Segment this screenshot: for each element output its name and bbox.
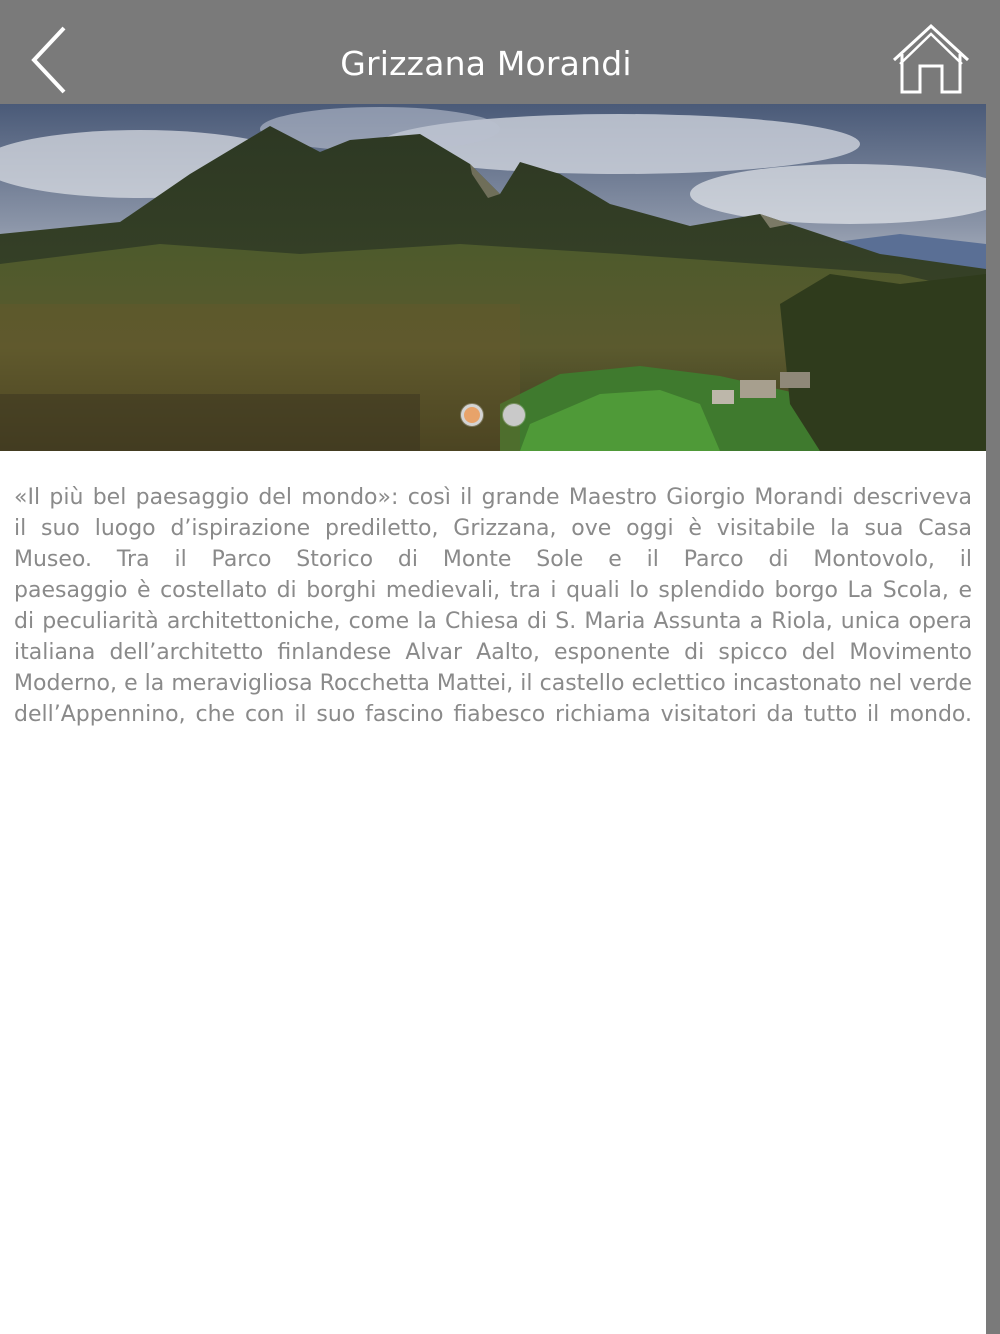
description-line: «Il più bel paesaggio del mondo»: così il grande Maestro Giorgio Morandi descriveva [14,485,972,510]
page-title: Grizzana Morandi [340,44,632,83]
description-line: Moderno, e la meravigliosa Rocchetta Mattei, il castello eclettico incastonato nel verde [14,671,972,696]
description-line: il suo luogo d’ispirazione prediletto, Grizzana, ove oggi è visitabile la sua Casa [14,516,972,541]
description-line: di peculiarità architettoniche, come la Chiesa di S. Maria Assunta a Riola, unica opera [14,609,972,634]
carousel-indicator [0,404,986,428]
home-button[interactable] [890,22,972,96]
description-line: paesaggio è costellato di borghi medievali, tra i quali lo splendido borgo La Scola, e [14,578,972,603]
description-line: italiana dell’architetto finlandese Alvar Aalto, esponente di spicco del Movimento [14,640,972,665]
description-line: dell’Appennino, che con il suo fascino fiabesco richiama visitatori da tutto il mondo. [14,702,972,727]
right-edge-bar [986,0,1000,1334]
photo-carousel[interactable] [0,104,986,451]
top-navigation-bar [0,0,1000,104]
description-line: Museo. Tra il Parco Storico di Monte Sole e il Parco di Montovolo, il [14,547,972,572]
landscape-photo [0,104,986,451]
home-icon [890,22,972,96]
description-text [14,482,972,730]
carousel-dot-1[interactable] [461,404,483,426]
carousel-dot-2[interactable] [503,404,525,426]
